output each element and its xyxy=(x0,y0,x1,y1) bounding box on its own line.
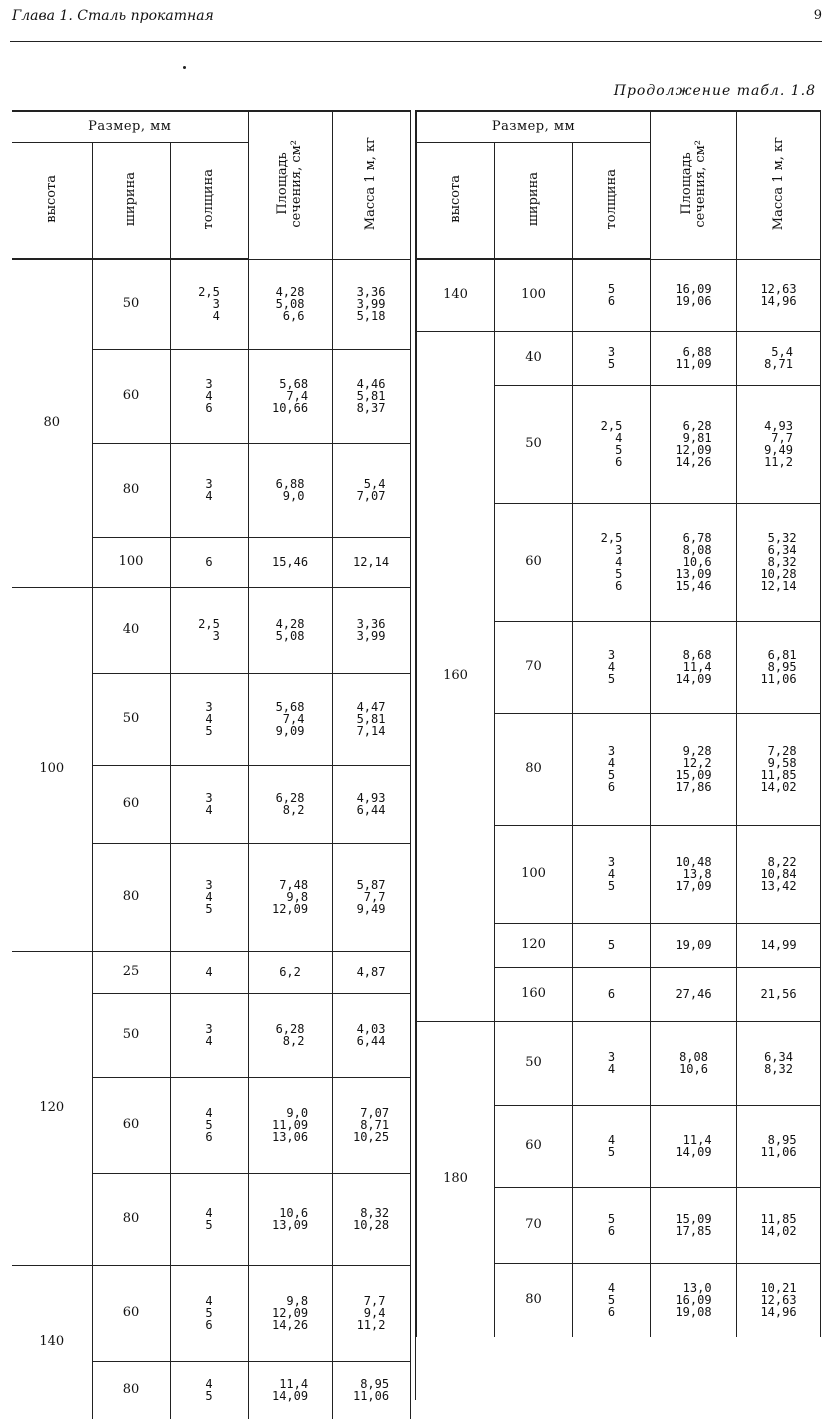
mass-cell-value: 8,95 11,06 xyxy=(760,1132,797,1159)
thickness-cell xyxy=(573,385,651,503)
header-rule xyxy=(10,41,822,42)
width-cell-value: 50 xyxy=(525,436,542,451)
area-cell xyxy=(248,259,332,349)
mass-cell xyxy=(737,385,821,503)
mass-cell-value: 4,46 5,81 8,37 xyxy=(356,376,386,415)
width-cell xyxy=(495,1021,573,1105)
table-row xyxy=(12,587,410,673)
mass-cell-value: 7,07 8,71 10,25 xyxy=(352,1105,390,1144)
mass-cell xyxy=(332,843,410,951)
mass-cell-value: 5,32 6,34 8,32 10,28 12,14 xyxy=(760,530,797,593)
area-cell xyxy=(248,1173,332,1265)
area-header: Площадь сечения, см² xyxy=(248,111,332,259)
mass-cell xyxy=(332,259,410,349)
thickness-cell xyxy=(170,951,248,993)
area-cell-value: 11,4 14,09 xyxy=(675,1132,712,1159)
width-cell-value: 80 xyxy=(525,1292,542,1308)
height-cell: 120 xyxy=(12,951,92,1265)
width-cell xyxy=(92,349,170,443)
mass-cell xyxy=(737,713,821,825)
mass-cell-value: 3,36 3,99 5,18 xyxy=(356,284,386,323)
mass-cell-value: 7,7 9,4 11,2 xyxy=(356,1293,386,1332)
area-cell-value: 5,68 7,4 10,66 xyxy=(271,376,309,415)
thickness-cell-value: 5 xyxy=(607,937,616,952)
mass-cell-value: 11,85 14,02 xyxy=(760,1211,797,1238)
thickness-cell xyxy=(573,713,651,825)
table-row xyxy=(417,1021,821,1105)
area-cell xyxy=(248,765,332,843)
mass-cell-value: 4,47 5,81 7,14 xyxy=(356,699,386,738)
table-row xyxy=(12,259,410,349)
area-cell xyxy=(651,331,737,385)
width-cell xyxy=(495,1263,573,1337)
thickness-cell-value: 4 5 6 xyxy=(205,1105,213,1144)
thickness-cell xyxy=(170,443,248,537)
area-cell-value: 6,28 9,81 12,09 14,26 xyxy=(675,418,712,469)
mass-cell-value: 4,87 xyxy=(356,964,386,979)
mass-cell xyxy=(737,1021,821,1105)
width-cell-value: 60 xyxy=(122,388,140,403)
width-cell xyxy=(495,967,573,1021)
area-cell-value: 7,48 9,8 12,09 xyxy=(271,877,309,916)
area-cell xyxy=(651,385,737,503)
area-cell-value: 10,48 13,8 17,09 xyxy=(675,854,712,893)
size-group-header: Размер, мм xyxy=(417,111,651,143)
thickness-cell-value: 2,5 3 4 5 6 xyxy=(600,530,623,593)
width-header: ширина xyxy=(495,143,573,260)
thickness-cell-value: 4 xyxy=(205,964,213,979)
mass-cell-value: 3,36 3,99 xyxy=(356,616,386,643)
thickness-cell xyxy=(573,621,651,713)
area-cell-value: 6,78 8,08 10,6 13,09 15,46 xyxy=(675,530,712,593)
width-cell xyxy=(495,259,573,331)
mass-cell-value: 4,03 6,44 xyxy=(356,1021,386,1048)
width-cell xyxy=(92,673,170,765)
mass-cell-value: 14,99 xyxy=(760,937,797,952)
mass-cell xyxy=(737,621,821,713)
area-cell-value: 13,0 16,09 19,08 xyxy=(675,1280,712,1319)
thickness-cell xyxy=(573,1021,651,1105)
thickness-cell-value: 4 5 6 xyxy=(205,1293,213,1332)
table-row xyxy=(417,259,821,331)
thickness-cell-value: 2,5 4 5 6 xyxy=(600,418,623,469)
left-table-body xyxy=(12,259,410,1419)
thickness-cell xyxy=(170,1173,248,1265)
thickness-cell xyxy=(170,1361,248,1419)
thickness-cell-value: 3 4 xyxy=(205,476,213,503)
mass-header: Масса 1 м, кг xyxy=(737,111,821,259)
thickness-cell xyxy=(573,1105,651,1187)
mass-cell xyxy=(332,1077,410,1173)
mass-cell-value: 6,81 8,95 11,06 xyxy=(760,647,797,686)
width-cell xyxy=(92,259,170,349)
left-table xyxy=(12,110,411,1419)
width-cell xyxy=(92,765,170,843)
area-cell xyxy=(651,1021,737,1105)
thickness-cell xyxy=(170,765,248,843)
thickness-cell xyxy=(170,349,248,443)
chapter-title: Глава 1. Сталь прокатная xyxy=(12,8,214,24)
thickness-cell-value: 6 xyxy=(205,554,213,569)
thickness-cell-value: 3 4 5 xyxy=(205,699,213,738)
area-cell xyxy=(248,673,332,765)
width-cell xyxy=(495,1105,573,1187)
mass-cell xyxy=(332,1173,410,1265)
mass-header: Масса 1 м, кг xyxy=(332,111,410,259)
mass-cell-value: 5,4 8,71 xyxy=(764,344,793,371)
right-table-header xyxy=(417,111,821,259)
mass-cell-value: 7,28 9,58 11,85 14,02 xyxy=(760,743,797,794)
area-cell-value: 9,0 11,09 13,06 xyxy=(271,1105,309,1144)
thickness-cell xyxy=(573,1187,651,1263)
width-cell-value: 50 xyxy=(122,1027,140,1042)
width-cell-value: 60 xyxy=(525,554,542,569)
area-cell-value: 6,28 8,2 xyxy=(275,790,305,817)
width-cell-value: 80 xyxy=(525,761,542,776)
width-cell-value: 80 xyxy=(122,1211,140,1226)
width-header: ширина xyxy=(92,143,170,260)
area-cell-value: 15,09 17,85 xyxy=(675,1211,712,1238)
area-cell-value: 9,8 12,09 14,26 xyxy=(271,1293,309,1332)
thickness-header: толщина xyxy=(573,143,651,260)
area-cell xyxy=(248,587,332,673)
area-cell xyxy=(651,825,737,923)
width-cell xyxy=(92,993,170,1077)
thickness-cell xyxy=(170,993,248,1077)
mass-cell xyxy=(737,923,821,967)
mass-cell-value: 21,56 xyxy=(760,986,797,1001)
width-cell xyxy=(92,443,170,537)
thickness-cell-value: 4 5 xyxy=(205,1205,213,1232)
thickness-cell xyxy=(573,259,651,331)
area-cell-value: 27,46 xyxy=(675,986,712,1001)
width-cell-value: 50 xyxy=(122,711,140,726)
mass-cell-value: 6,34 8,32 xyxy=(764,1049,793,1076)
mass-cell-value: 12,14 xyxy=(352,554,390,569)
area-cell xyxy=(248,537,332,587)
thickness-cell-value: 3 4 5 xyxy=(205,877,213,916)
thickness-cell xyxy=(170,537,248,587)
area-cell-value: 8,68 11,4 14,09 xyxy=(675,647,712,686)
thickness-cell-value: 3 4 6 xyxy=(205,376,213,415)
thickness-cell xyxy=(573,1263,651,1337)
mass-cell xyxy=(737,825,821,923)
area-cell-value: 4,28 5,08 6,6 xyxy=(275,284,305,323)
width-cell xyxy=(495,503,573,621)
thickness-cell xyxy=(170,259,248,349)
thickness-cell xyxy=(170,843,248,951)
thickness-cell-value: 3 5 xyxy=(607,344,616,371)
area-cell xyxy=(248,1361,332,1419)
area-cell-value: 6,88 9,0 xyxy=(275,476,305,503)
mass-cell xyxy=(332,1361,410,1419)
mass-cell-value: 8,95 11,06 xyxy=(352,1376,390,1403)
width-cell xyxy=(495,825,573,923)
thickness-cell xyxy=(573,503,651,621)
page-number: 9 xyxy=(813,8,822,23)
width-cell xyxy=(92,1077,170,1173)
area-cell xyxy=(248,843,332,951)
area-cell-value: 11,4 14,09 xyxy=(271,1376,309,1403)
width-cell xyxy=(92,537,170,587)
mass-cell xyxy=(332,673,410,765)
mass-cell xyxy=(737,331,821,385)
height-header: высота xyxy=(417,143,495,260)
mass-cell xyxy=(737,1263,821,1337)
thickness-cell-value: 4 5 6 xyxy=(607,1280,616,1319)
width-cell-value: 60 xyxy=(122,1117,140,1132)
mass-cell xyxy=(332,443,410,537)
width-cell xyxy=(495,713,573,825)
thickness-cell xyxy=(170,1077,248,1173)
area-cell xyxy=(651,259,737,331)
width-cell-value: 50 xyxy=(525,1055,542,1070)
area-cell xyxy=(248,1077,332,1173)
width-cell xyxy=(92,843,170,951)
area-cell xyxy=(651,1105,737,1187)
thickness-cell-value: 5 6 xyxy=(607,1211,616,1238)
table-row xyxy=(417,331,821,385)
area-header: Площадь сечения, см² xyxy=(651,111,737,259)
width-cell xyxy=(92,951,170,993)
area-cell xyxy=(651,967,737,1021)
mass-cell xyxy=(332,951,410,993)
area-cell xyxy=(651,1187,737,1263)
table-continuation-label: Продолжение табл. 1.8 xyxy=(613,83,816,99)
mass-cell xyxy=(332,765,410,843)
thickness-cell-value: 6 xyxy=(607,986,616,1001)
mass-cell-value: 12,63 14,96 xyxy=(760,281,797,308)
mass-cell xyxy=(332,349,410,443)
thickness-cell-value: 3 4 5 xyxy=(607,647,616,686)
width-cell xyxy=(495,331,573,385)
height-cell: 80 xyxy=(12,259,92,587)
width-cell-value: 25 xyxy=(122,964,140,979)
thickness-cell-value: 4 5 xyxy=(205,1376,213,1403)
height-cell: 180 xyxy=(417,1021,495,1337)
table-row xyxy=(12,1265,410,1361)
height-cell: 140 xyxy=(417,259,495,331)
width-cell xyxy=(92,1361,170,1419)
thickness-cell-value: 3 4 xyxy=(205,790,213,817)
mass-cell xyxy=(737,259,821,331)
thickness-cell xyxy=(573,923,651,967)
mass-cell-value: 5,4 7,07 xyxy=(356,476,386,503)
mass-cell xyxy=(737,1187,821,1263)
area-cell xyxy=(248,349,332,443)
thickness-cell xyxy=(170,673,248,765)
width-cell xyxy=(92,1265,170,1361)
width-cell-value: 160 xyxy=(521,986,546,1001)
area-cell-value: 6,28 8,2 xyxy=(275,1021,305,1048)
thickness-cell-value: 3 4 5 xyxy=(607,854,616,893)
area-cell xyxy=(248,1265,332,1361)
table-row xyxy=(12,951,410,993)
width-cell xyxy=(495,1187,573,1263)
width-cell-value: 60 xyxy=(122,1305,140,1320)
width-cell-value: 100 xyxy=(521,866,546,881)
thickness-cell-value: 2,5 3 xyxy=(198,616,220,643)
mass-cell-value: 5,87 7,7 9,49 xyxy=(356,877,386,916)
width-cell-value: 80 xyxy=(122,482,140,497)
area-cell xyxy=(651,621,737,713)
height-header: высота xyxy=(12,143,92,260)
mass-cell-value: 10,21 12,63 14,96 xyxy=(760,1280,797,1319)
area-cell xyxy=(651,923,737,967)
thickness-header: толщина xyxy=(170,143,248,260)
width-cell-value: 60 xyxy=(525,1138,542,1153)
area-cell xyxy=(248,993,332,1077)
width-cell xyxy=(495,923,573,967)
thickness-cell-value: 3 4 5 6 xyxy=(607,743,616,794)
width-cell-value: 50 xyxy=(122,296,140,312)
width-cell xyxy=(92,587,170,673)
mass-cell-value: 8,22 10,84 13,42 xyxy=(760,854,797,893)
width-cell xyxy=(495,621,573,713)
mass-cell-value: 8,32 10,28 xyxy=(352,1205,390,1232)
width-cell-value: 80 xyxy=(122,889,140,904)
area-cell-value: 15,46 xyxy=(271,554,309,569)
thickness-cell-value: 5 6 xyxy=(607,281,616,308)
mass-cell xyxy=(332,1265,410,1361)
area-cell xyxy=(248,443,332,537)
width-cell-value: 70 xyxy=(525,1217,542,1232)
area-cell xyxy=(651,713,737,825)
mass-cell xyxy=(332,537,410,587)
area-cell-value: 5,68 7,4 9,09 xyxy=(275,699,305,738)
height-cell: 100 xyxy=(12,587,92,951)
mass-cell xyxy=(332,993,410,1077)
mass-cell-value: 4,93 6,44 xyxy=(356,790,386,817)
thickness-cell-value: 3 4 xyxy=(607,1049,616,1076)
area-cell xyxy=(651,1263,737,1337)
area-cell-value: 6,88 11,09 xyxy=(675,344,712,371)
area-cell xyxy=(651,503,737,621)
width-cell xyxy=(495,385,573,503)
thickness-cell xyxy=(573,825,651,923)
width-cell-value: 100 xyxy=(118,554,144,569)
thickness-cell-value: 4 5 xyxy=(607,1132,616,1159)
width-cell-value: 120 xyxy=(521,937,546,952)
area-cell-value: 6,2 xyxy=(279,964,301,979)
thickness-cell xyxy=(170,587,248,673)
thickness-cell xyxy=(573,331,651,385)
mass-cell-value: 4,93 7,7 9,49 11,2 xyxy=(764,418,793,469)
width-cell xyxy=(92,1173,170,1265)
width-cell-value: 60 xyxy=(122,796,140,811)
mass-cell xyxy=(737,503,821,621)
width-cell-value: 80 xyxy=(122,1382,140,1398)
width-cell-value: 40 xyxy=(525,350,542,365)
width-cell-value: 40 xyxy=(122,622,140,637)
area-cell-value: 4,28 5,08 xyxy=(275,616,305,643)
thickness-cell-value: 2,5 3 4 xyxy=(198,284,220,323)
thickness-cell-value: 3 4 xyxy=(205,1021,213,1048)
height-cell: 160 xyxy=(417,331,495,1021)
size-group-header: Размер, мм xyxy=(12,111,248,143)
width-cell-value: 100 xyxy=(521,287,546,303)
left-table-header xyxy=(12,111,410,259)
ink-dot xyxy=(183,66,186,69)
area-cell-value: 9,28 12,2 15,09 17,86 xyxy=(675,743,712,794)
area-cell-value: 10,6 13,09 xyxy=(271,1205,309,1232)
area-cell xyxy=(248,951,332,993)
area-cell-value: 19,09 xyxy=(675,937,712,952)
thickness-cell xyxy=(573,967,651,1021)
width-cell-value: 70 xyxy=(525,659,542,674)
height-cell: 140 xyxy=(12,1265,92,1419)
area-cell-value: 16,09 19,06 xyxy=(675,281,712,308)
mass-cell xyxy=(737,1105,821,1187)
area-cell-value: 8,08 10,6 xyxy=(679,1049,708,1076)
mass-cell xyxy=(332,587,410,673)
right-table xyxy=(416,110,821,1337)
mass-cell xyxy=(737,967,821,1021)
right-table-body xyxy=(417,259,821,1337)
thickness-cell xyxy=(170,1265,248,1361)
